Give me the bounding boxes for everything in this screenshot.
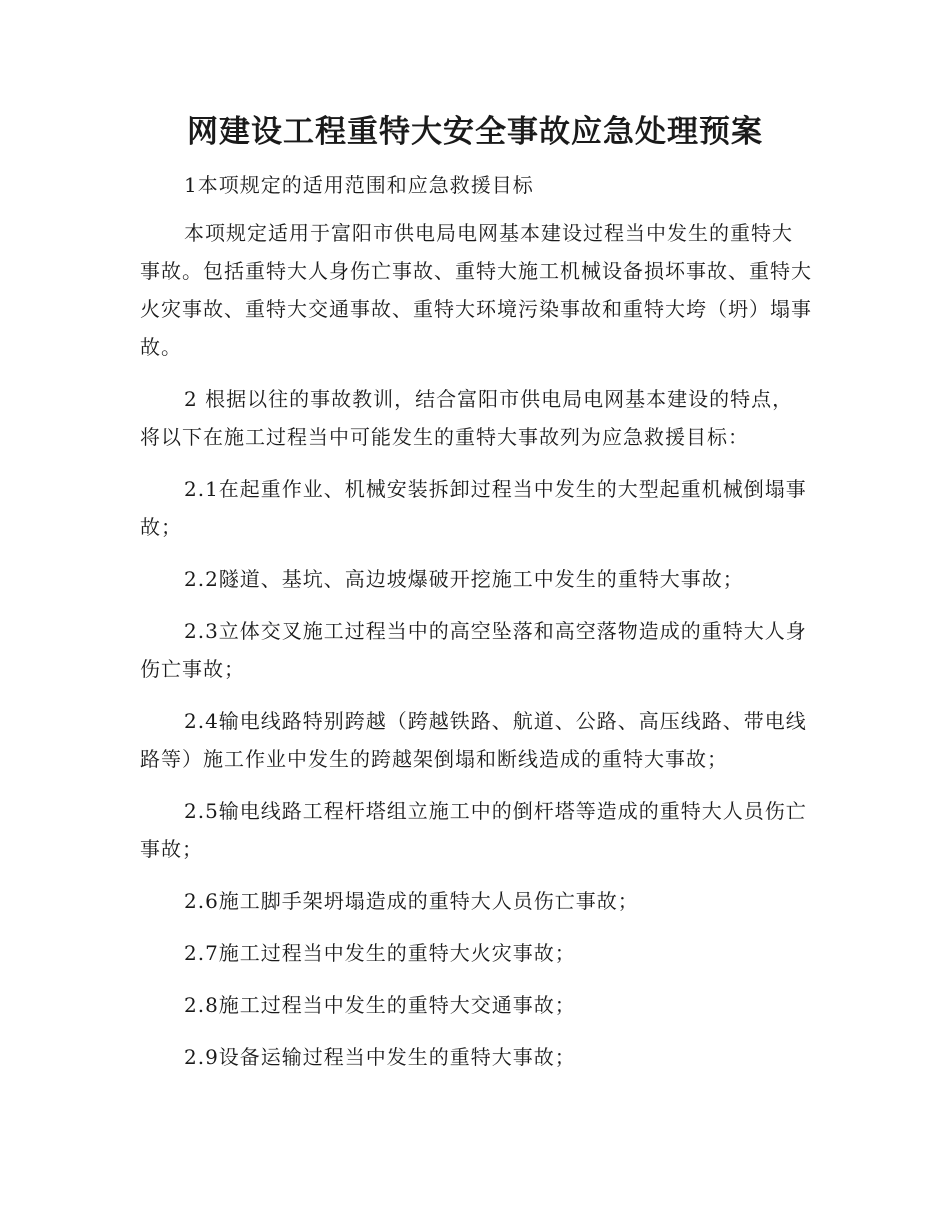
list-item-2-5: 2.5输电线路工程杆塔组立施工中的倒杆塔等造成的重特大人员伤亡事故； bbox=[140, 799, 807, 861]
list-item-2-8: 2.8施工过程当中发生的重特大交通事故； bbox=[184, 993, 576, 1017]
list-item-2-1: 2.1在起重作业、机械安装拆卸过程当中发生的大型起重机械倒塌事故； bbox=[140, 477, 807, 539]
paragraph-scope: 本项规定适用于富阳市供电局电网基本建设过程当中发生的重特大事故。包括重特大人身伤亡事故、重特大施工机械设备损坏事故、重特大火灾事故、重特大交通事故、重特大环境污染事故和重特大垮（坍）塌事故。 bbox=[140, 221, 812, 359]
list-item-2-2: 2.2隧道、基坑、高边坡爆破开挖施工中发生的重特大事故； bbox=[184, 567, 744, 591]
document-body bbox=[140, 166, 812, 1090]
list-item-2-7: 2.7施工过程当中发生的重特大火灾事故； bbox=[184, 941, 576, 965]
paragraph-targets-intro: 2 根据以往的事故教训，结合富阳市供电局电网基本建设的特点，将以下在施工过程当中可能发生的重特大事故列为应急救援目标： bbox=[140, 387, 794, 449]
list-item-2-9: 2.9设备运输过程当中发生的重特大事故； bbox=[184, 1045, 576, 1069]
list-item-2-6: 2.6施工脚手架坍塌造成的重特大人员伤亡事故； bbox=[184, 889, 639, 913]
list-item-2-3: 2.3立体交叉施工过程当中的高空坠落和高空落物造成的重特大人身伤亡事故； bbox=[140, 619, 807, 681]
list-item-2-4: 2.4输电线路特别跨越（跨越铁路、航道、公路、高压线路、带电线路等）施工作业中发生的跨越架倒塌和断线造成的重特大事故； bbox=[140, 709, 807, 771]
section-heading-scope: 1本项规定的适用范围和应急救援目标 bbox=[184, 173, 534, 197]
document-title: 网建设工程重特大安全事故应急处理预案 bbox=[187, 114, 763, 150]
